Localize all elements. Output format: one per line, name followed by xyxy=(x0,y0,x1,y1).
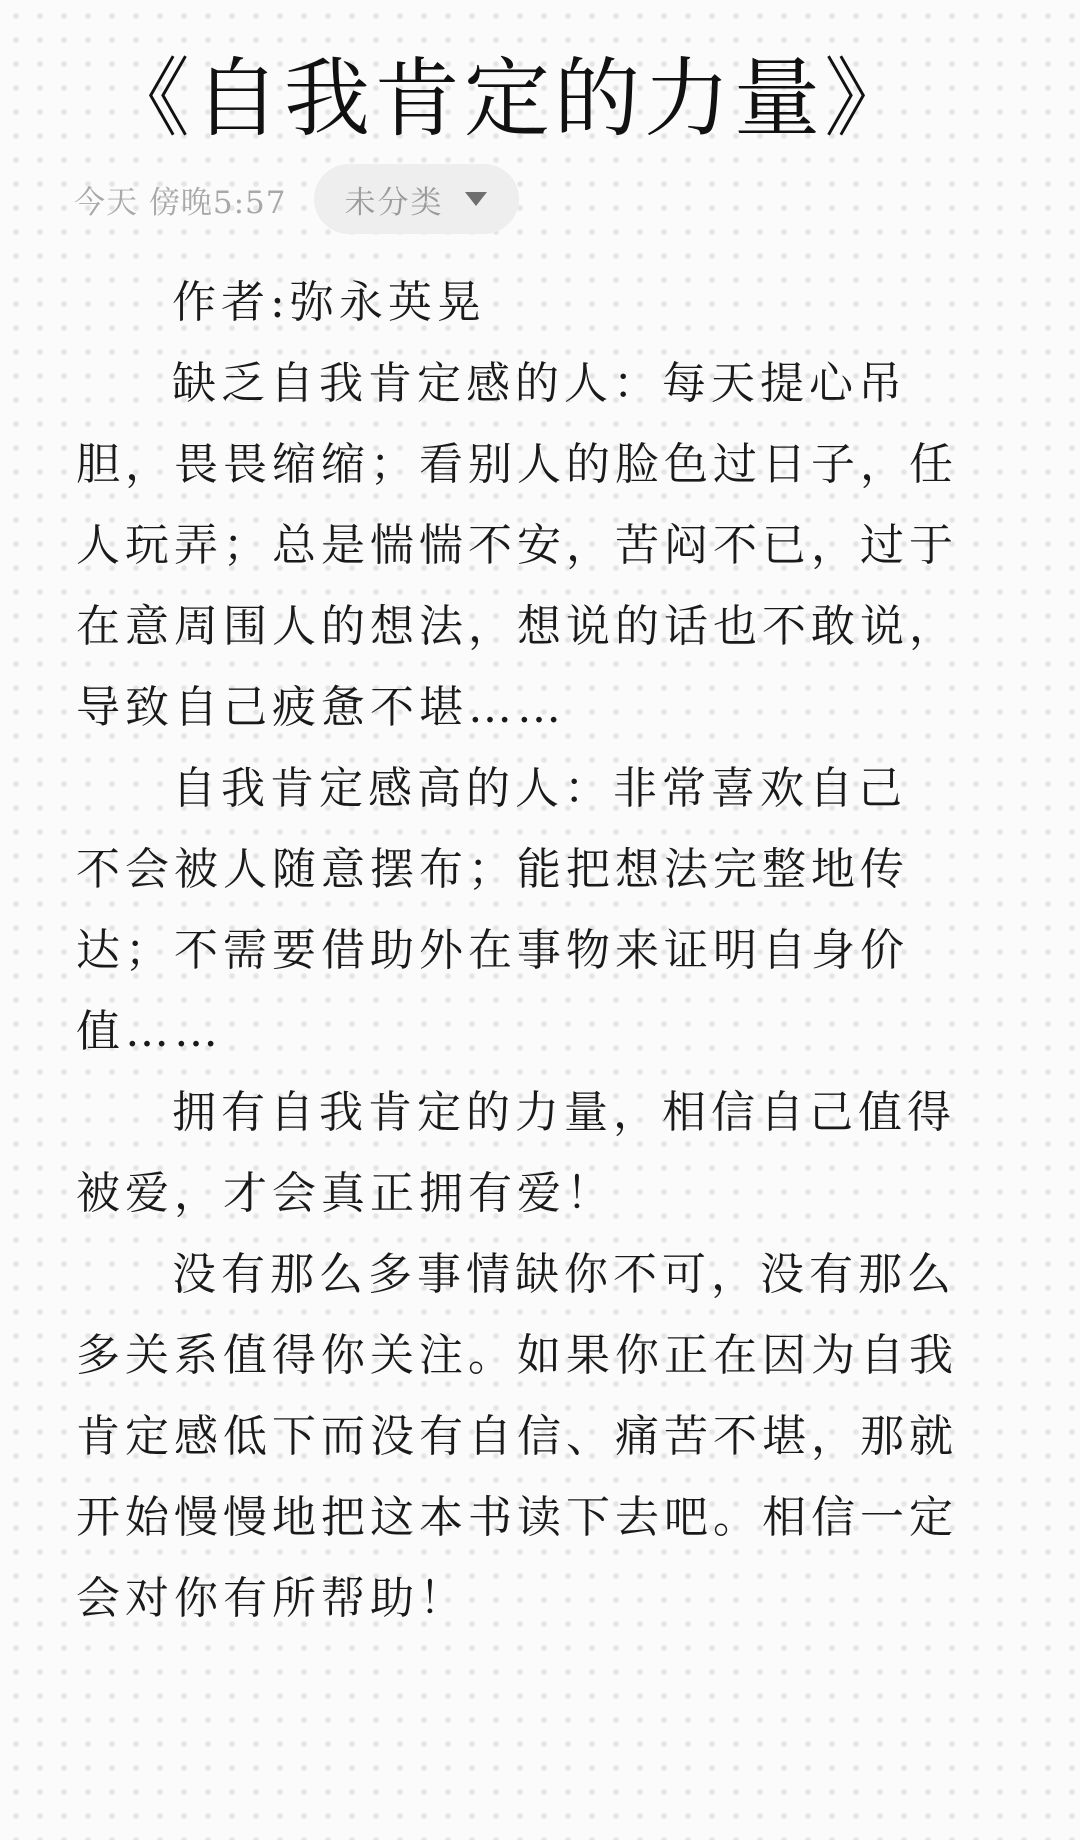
note-body[interactable] xyxy=(76,262,1000,1639)
note-meta xyxy=(74,164,519,234)
note-date: 今天 傍晚5:57 xyxy=(74,184,287,221)
body-paragraph: 自我肯定感高的人：非常喜欢自己 xyxy=(172,763,907,814)
body-paragraph: 不会被人随意摆布；能把想法完整地传达；不需要借助外在事物来证明自身价值…… xyxy=(76,844,909,1057)
author-line: 作者:弥永英晃 xyxy=(172,277,486,328)
category-selector[interactable] xyxy=(314,164,519,234)
category-label: 未分类 xyxy=(344,184,444,221)
note-title[interactable]: 《自我肯定的力量》 xyxy=(104,49,914,149)
chevron-down-icon xyxy=(465,192,487,206)
body-paragraph: 拥有自我肯定的力量，相信自己值得被爱，才会真正拥有爱！ xyxy=(76,1087,956,1219)
body-paragraph: 没有那么多事情缺你不可，没有那么多关系值得你关注。如果你正在因为自我肯定感低下而没有自信、痛苦不堪，那就开始慢慢地把这本书读下去吧。相信一定会对你有所帮助！ xyxy=(76,1249,958,1624)
body-paragraph: 缺乏自我肯定感的人：每天提心吊胆，畏畏缩缩；看别人的脸色过日子，任人玩弄；总是惴惴不安，苦闷不已，过于在意周围人的想法，想说的话也不敢说，导致自己疲惫不堪…… xyxy=(76,358,958,733)
